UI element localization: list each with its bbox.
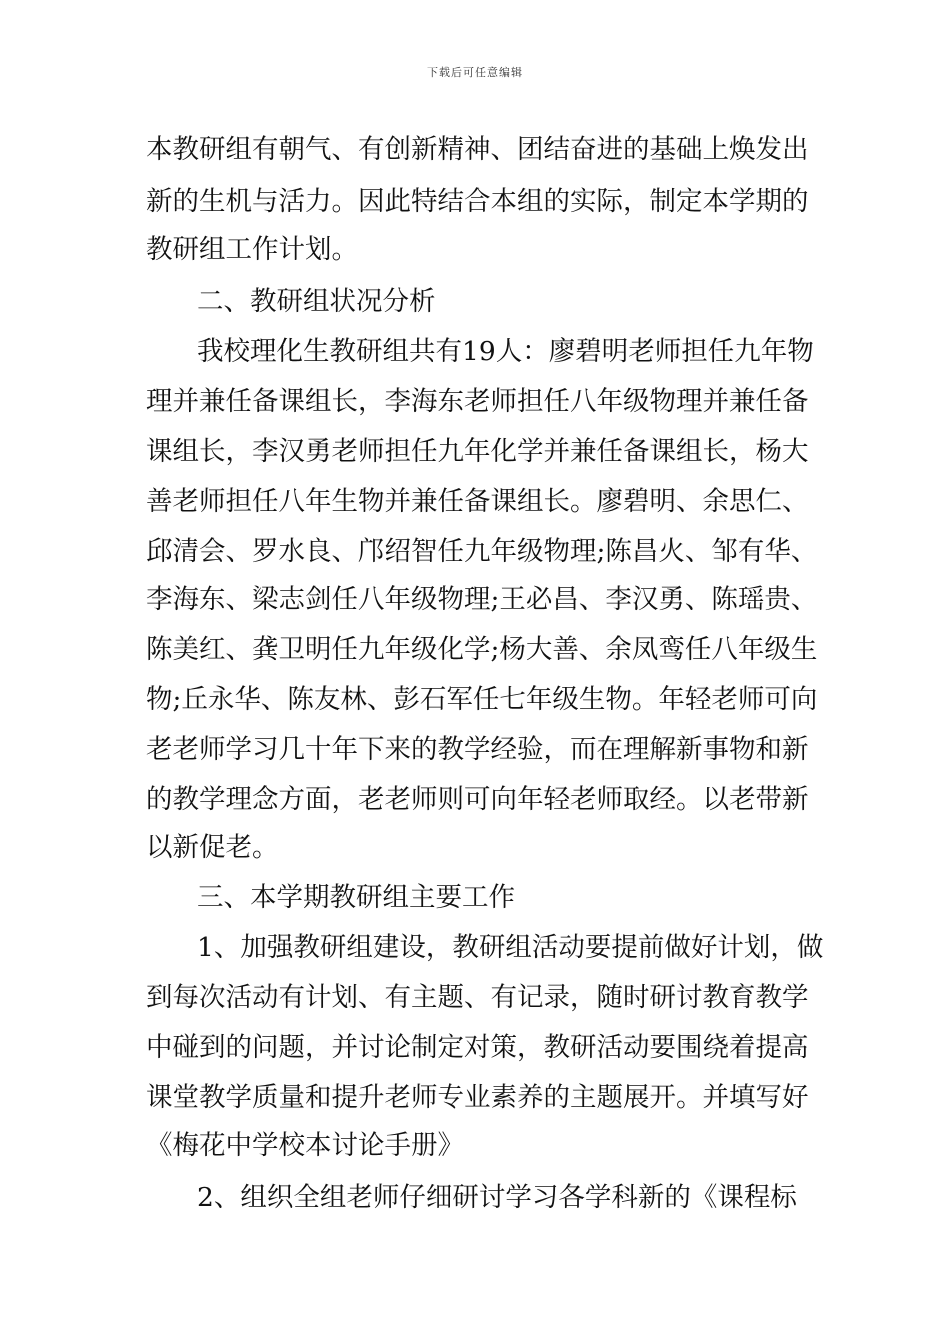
body-text-line: 本教研组有朝气、有创新精神、团结奋进的基础上焕发出 — [146, 134, 809, 165]
section-heading: 三、本学期教研组主要工作 — [197, 882, 515, 913]
body-text-line: 课堂教学质量和提升老师专业素养的主题展开。并填写好 — [146, 1082, 809, 1113]
body-text-line: 《梅花中学校本讨论手册》 — [146, 1130, 464, 1161]
page-header: 下载后可任意编辑 — [427, 66, 523, 79]
body-text-line: 课组长，李汉勇老师担任九年化学并兼任备课组长，杨大 — [146, 436, 809, 467]
body-text-line: 李海东、梁志剑任八年级物理;王必昌、李汉勇、陈瑶贵、 — [146, 584, 818, 615]
body-text-line: 物;丘永华、陈友林、彭石军任七年级生物。年轻老师可向 — [146, 684, 818, 715]
body-text-line: 以新促老。 — [146, 832, 279, 863]
body-text-line: 新的生机与活力。因此特结合本组的实际，制定本学期的 — [146, 186, 809, 217]
body-text-line: 2、组织全组老师仔细研讨学习各学科新的《课程标 — [197, 1182, 797, 1213]
body-text-line: 理并兼任备课组长，李海东老师担任八年级物理并兼任备 — [146, 386, 809, 417]
body-text-line: 我校理化生教研组共有19人：廖碧明老师担任九年物 — [197, 336, 814, 367]
body-text-line: 的教学理念方面，老老师则可向年轻老师取经。以老带新 — [146, 784, 809, 815]
body-text-line: 教研组工作计划。 — [146, 234, 358, 265]
body-text-line: 到每次活动有计划、有主题、有记录，随时研讨教育教学 — [146, 982, 809, 1013]
body-text-line: 1、加强教研组建设，教研组活动要提前做好计划，做 — [197, 932, 824, 963]
section-heading: 二、教研组状况分析 — [197, 286, 436, 317]
body-text-line: 邱清会、罗水良、邝绍智任九年级物理;陈昌火、邹有华、 — [146, 536, 818, 567]
body-text-line: 善老师担任八年生物并兼任备课组长。廖碧明、余思仁、 — [146, 486, 809, 517]
body-text-line: 陈美红、龚卫明任九年级化学;杨大善、余凤鸾任八年级生 — [146, 634, 818, 665]
body-text-line: 老老师学习几十年下来的教学经验，而在理解新事物和新 — [146, 734, 809, 765]
body-text-line: 中碰到的问题，并讨论制定对策，教研活动要围绕着提高 — [146, 1032, 809, 1063]
